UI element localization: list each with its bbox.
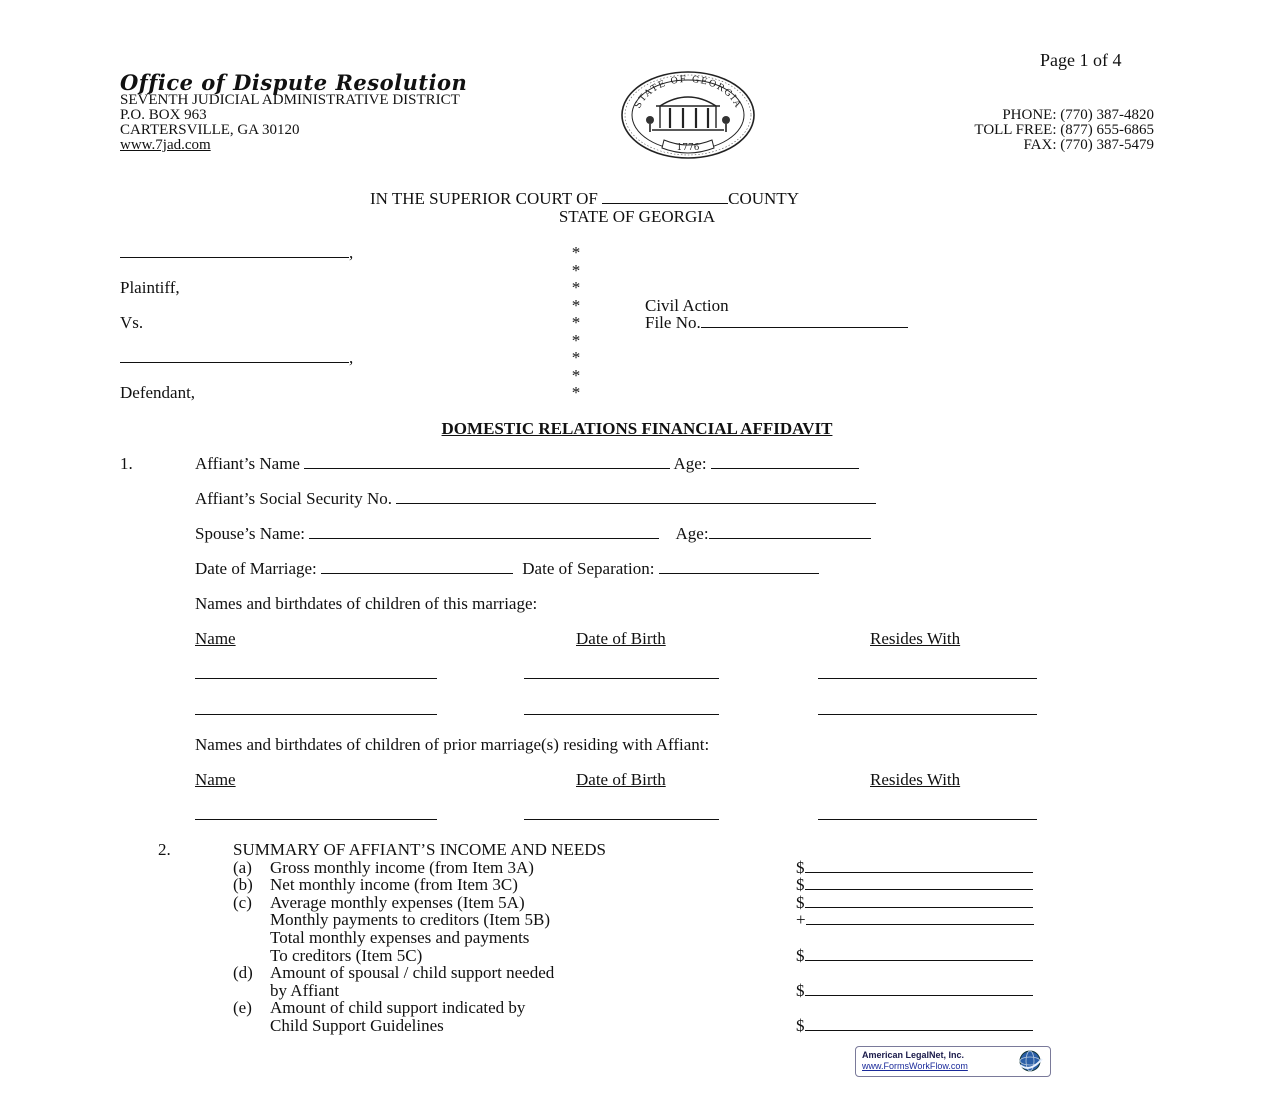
amount-prefix: $ (796, 893, 805, 912)
globe-icon (1014, 1049, 1046, 1073)
col-header-dob: Date of Birth (576, 770, 666, 789)
summary-item-label: Average monthly expenses (Item 5A) (270, 893, 525, 912)
section2-number: 2. (158, 840, 171, 859)
court-heading-line2: STATE OF GEORGIA (558, 207, 716, 226)
comma: , (349, 348, 354, 367)
footer-url-link[interactable]: www.FormsWorkFlow.com (862, 1061, 968, 1071)
seal-icon (620, 70, 756, 160)
ssn-row (195, 489, 876, 508)
child-name-blank[interactable] (195, 678, 437, 679)
summary-item-letter: (e) (233, 998, 252, 1017)
children-this-marriage-label: Names and birthdates of children of this marriage: (195, 594, 538, 613)
col-header-resides: Resides With (870, 629, 961, 648)
dates-row (195, 559, 819, 578)
amount-prefix: $ (796, 1016, 805, 1035)
office-title: Office of Dispute Resolution (120, 70, 468, 95)
summary-amount-field[interactable] (796, 875, 1033, 895)
caption-star: * (571, 366, 581, 385)
amount-blank[interactable] (805, 875, 1033, 890)
county-blank[interactable] (602, 189, 728, 204)
vs-label: Vs. (120, 313, 144, 332)
date-marriage-label: Date of Marriage: (195, 559, 317, 578)
affiant-age-field[interactable] (711, 454, 859, 469)
amount-prefix: + (796, 910, 806, 929)
summary-item-label: Monthly payments to creditors (Item 5B) (270, 910, 550, 929)
comma: , (349, 243, 354, 262)
affiant-age-label: Age: (673, 454, 707, 473)
page-number: Page 1 of 4 (1040, 50, 1122, 70)
col-header-resides: Resides With (870, 770, 961, 789)
file-no-blank[interactable] (701, 313, 908, 328)
amount-prefix: $ (796, 981, 805, 1000)
amount-blank[interactable] (805, 1016, 1033, 1031)
summary-item-label: Gross monthly income (from Item 3A) (270, 858, 534, 877)
caption-star: * (571, 278, 581, 297)
defendant-name-blank[interactable] (120, 348, 349, 363)
amount-blank[interactable] (806, 910, 1034, 925)
form-title: DOMESTIC RELATIONS FINANCIAL AFFIDAVIT (441, 419, 833, 438)
office-city: CARTERSVILLE, GA 30120 (120, 122, 300, 138)
col-header-name: Name (195, 770, 236, 789)
spouse-age-field[interactable] (709, 524, 871, 539)
summary-item-letter: (b) (233, 875, 253, 894)
defendant-name-line (120, 348, 353, 367)
child-dob-blank[interactable] (524, 678, 719, 679)
section2-title: SUMMARY OF AFFIANT’S INCOME AND NEEDS (233, 840, 606, 859)
office-toll-free: TOLL FREE: (877) 655-6865 (974, 122, 1154, 138)
caption-star: * (571, 331, 581, 350)
caption-star: * (571, 383, 581, 402)
plaintiff-label: Plaintiff, (120, 278, 180, 297)
summary-amount-field[interactable] (796, 1016, 1033, 1036)
child-resides-blank[interactable] (818, 714, 1037, 715)
caption-star: * (571, 243, 581, 262)
seal-year: 1776 (676, 143, 700, 153)
office-phone: PHONE: (770) 387-4820 (1002, 107, 1154, 123)
caption-star: * (571, 261, 581, 280)
office-website-link[interactable]: www.7jad.com (120, 137, 211, 153)
spouse-name-row (195, 524, 871, 543)
amount-blank[interactable] (805, 893, 1033, 908)
summary-item-letter: (a) (233, 858, 252, 877)
court-suffix: COUNTY (728, 189, 799, 208)
caption-star: * (571, 313, 581, 332)
affiant-name-row (195, 454, 859, 473)
plaintiff-name-blank[interactable] (120, 243, 349, 258)
state-seal (620, 70, 756, 160)
spouse-name-label: Spouse’s Name: (195, 524, 306, 543)
summary-amount-field[interactable] (796, 981, 1033, 1001)
plaintiff-name-line (120, 243, 353, 262)
defendant-label: Defendant, (120, 383, 196, 402)
footer-badge[interactable] (855, 1046, 1051, 1077)
amount-prefix: $ (796, 858, 805, 877)
amount-prefix: $ (796, 875, 805, 894)
summary-amount-field[interactable] (796, 946, 1033, 966)
date-separation-label: Date of Separation: (522, 559, 655, 578)
ssn-field[interactable] (396, 489, 876, 504)
child-resides-blank[interactable] (818, 819, 1037, 820)
office-fax: FAX: (770) 387-5479 (1023, 137, 1154, 153)
amount-prefix: $ (796, 946, 805, 965)
summary-item-label: Total monthly expenses and payments (270, 928, 530, 947)
summary-item-label: Child Support Guidelines (270, 1016, 444, 1035)
seal-top-text: STATE OF GEORGIA (633, 74, 743, 111)
section1-number: 1. (120, 454, 133, 473)
children-prior-marriage-label: Names and birthdates of children of prior marriage(s) residing with Affiant: (195, 735, 710, 754)
summary-item-label: Amount of child support indicated by (270, 998, 526, 1017)
summary-item-letter: (d) (233, 963, 253, 982)
child-dob-blank[interactable] (524, 819, 719, 820)
affiant-name-field[interactable] (304, 454, 670, 469)
col-header-dob: Date of Birth (576, 629, 666, 648)
office-district: SEVENTH JUDICIAL ADMINISTRATIVE DISTRICT (120, 92, 460, 108)
child-dob-blank[interactable] (524, 714, 719, 715)
spouse-name-field[interactable] (309, 524, 659, 539)
spouse-age-label: Age: (675, 524, 709, 543)
summary-item-label: Net monthly income (from Item 3C) (270, 875, 518, 894)
affiant-name-label: Affiant’s Name (195, 454, 300, 473)
amount-blank[interactable] (805, 981, 1033, 996)
summary-item-letter: (c) (233, 893, 252, 912)
summary-amount-field[interactable] (796, 910, 1034, 930)
court-prefix: IN THE SUPERIOR COURT OF (370, 189, 603, 208)
file-no-label: File No. (645, 313, 701, 332)
caption-star: * (571, 296, 581, 315)
child-name-blank[interactable] (195, 714, 437, 715)
child-name-blank[interactable] (195, 819, 437, 820)
office-po-box: P.O. BOX 963 (120, 107, 207, 123)
footer-brand: American LegalNet, Inc. (862, 1050, 965, 1060)
caption-star: * (571, 348, 581, 367)
amount-blank[interactable] (805, 946, 1033, 961)
date-separation-field[interactable] (659, 559, 819, 574)
file-no-line (645, 313, 908, 332)
summary-item-label: Amount of spousal / child support needed (270, 963, 555, 982)
amount-blank[interactable] (805, 858, 1033, 873)
child-resides-blank[interactable] (818, 678, 1037, 679)
ssn-label: Affiant’s Social Security No. (195, 489, 393, 508)
summary-item-label: To creditors (Item 5C) (270, 946, 423, 965)
date-marriage-field[interactable] (321, 559, 513, 574)
court-heading-line1 (370, 189, 799, 208)
summary-item-label: by Affiant (270, 981, 340, 1000)
civil-action-label: Civil Action (645, 296, 729, 315)
col-header-name: Name (195, 629, 236, 648)
